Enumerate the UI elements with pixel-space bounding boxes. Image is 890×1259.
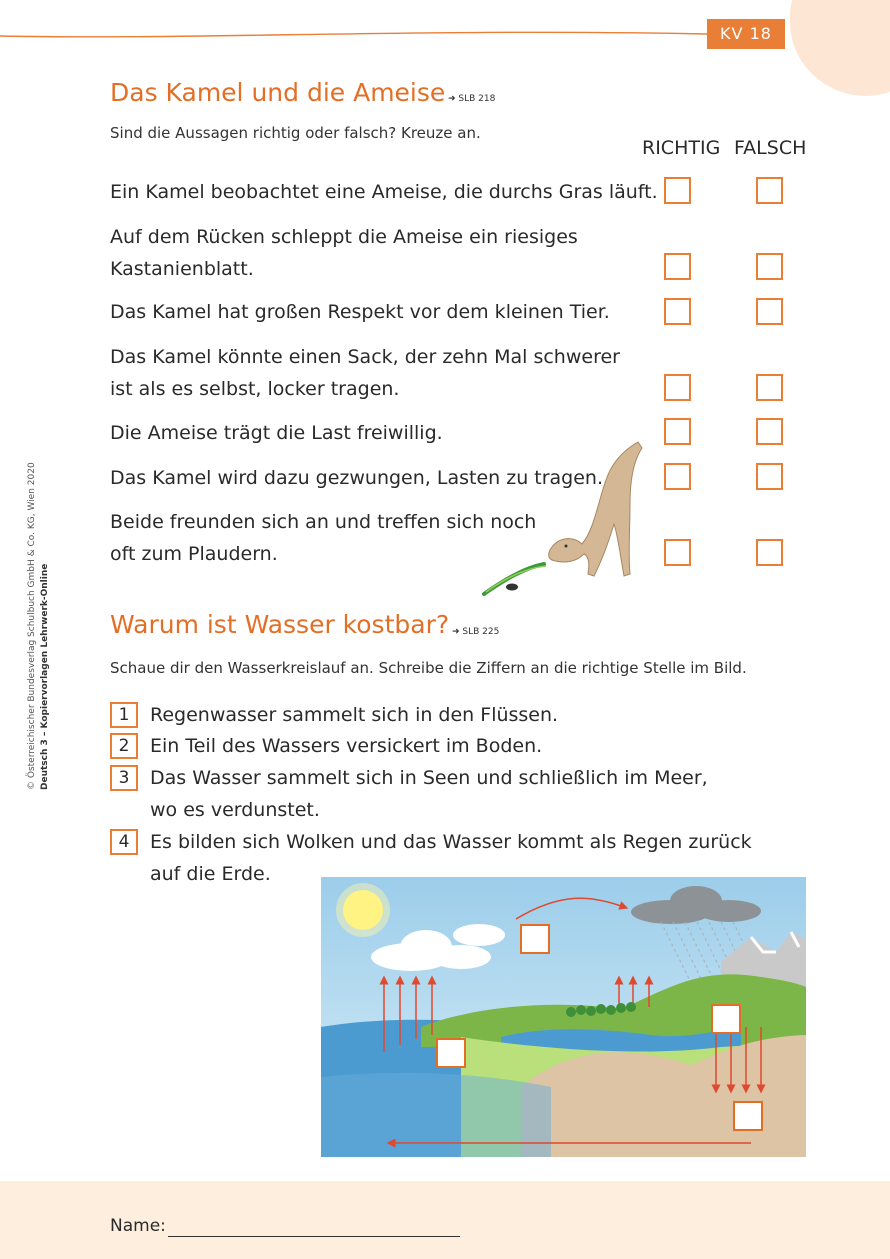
step-1 (150, 699, 770, 731)
step-text: auf die Erde. (150, 863, 271, 885)
section2-instruction: Schaue dir den Wasserkreislauf an. Schreibe die Ziffern an die richtige Stelle im Bild. (110, 659, 747, 677)
step-text: wo es verdunstet. (150, 799, 320, 821)
statement-text: Kastanienblatt. (110, 258, 254, 280)
statement-2 (110, 221, 670, 285)
column-header-falsch: FALSCH (734, 137, 807, 159)
statement-text: Das Kamel wird dazu gezwungen, Lasten zu tragen. (110, 467, 604, 489)
column-header-richtig: RICHTIG (642, 137, 721, 159)
product-text: Deutsch 3 – Kopiervorlagen Lehrwerk-Online (40, 563, 50, 790)
water-cycle-illustration (321, 877, 806, 1157)
step-number-2: 2 (110, 733, 138, 759)
statement-text: Das Kamel könnte einen Sack, der zehn Mal schwerer (110, 346, 620, 368)
answer-box-4 (734, 1102, 762, 1130)
statement-text: Auf dem Rücken schleppt die Ameise ein riesiges (110, 226, 578, 248)
checkbox-falsch-1[interactable] (756, 177, 783, 204)
checkbox-richtig-1[interactable] (664, 177, 691, 204)
checkbox-falsch-5[interactable] (756, 418, 783, 445)
statement-text: ist als es selbst, locker tragen. (110, 378, 400, 400)
checkbox-falsch-3[interactable] (756, 298, 783, 325)
checkbox-falsch-2[interactable] (756, 253, 783, 280)
step-3 (150, 762, 770, 826)
copyright-sidebar (26, 460, 52, 790)
checkbox-richtig-3[interactable] (664, 298, 691, 325)
step-number-4: 4 (110, 829, 138, 855)
checkbox-falsch-4[interactable] (756, 374, 783, 401)
step-text: Regenwasser sammelt sich in den Flüssen. (150, 704, 559, 726)
section2-reference: ➜ SLB 225 (452, 627, 500, 637)
section1-instruction: Sind die Aussagen richtig oder falsch? Kreuze an. (110, 124, 481, 142)
step-text: Das Wasser sammelt sich in Seen und schließlich im Meer, (150, 767, 708, 789)
statement-text: Das Kamel hat großen Respekt vor dem kleinen Tier. (110, 301, 610, 323)
answer-box-3 (712, 1005, 740, 1033)
statement-3 (110, 296, 670, 328)
worksheet-badge: KV 18 (707, 19, 785, 49)
copyright-text: © Österreichischer Bundesverlag Schulbuch GmbH & Co. KG, Wien 2020 (27, 462, 37, 790)
step-text: Ein Teil des Wassers versickert im Boden. (150, 735, 543, 757)
statement-text: Ein Kamel beobachtet eine Ameise, die durchs Gras läuft. (110, 181, 658, 203)
name-input-line[interactable] (168, 1236, 460, 1237)
checkbox-richtig-5[interactable] (664, 418, 691, 445)
statement-text: oft zum Plaudern. (110, 543, 278, 565)
statement-1 (110, 176, 670, 208)
section2-title: Warum ist Wasser kostbar? (110, 610, 450, 639)
answer-box-2 (437, 1039, 465, 1067)
section1-title: Das Kamel und die Ameise (110, 78, 446, 107)
checkbox-falsch-6[interactable] (756, 463, 783, 490)
checkbox-richtig-2[interactable] (664, 253, 691, 280)
statement-text: Beide freunden sich an und treffen sich noch (110, 511, 537, 533)
step-number-1: 1 (110, 702, 138, 728)
name-label: Name: (110, 1216, 166, 1236)
step-2 (150, 730, 770, 762)
statement-4 (110, 341, 670, 405)
step-text: Es bilden sich Wolken und das Wasser kommt als Regen zurück (150, 831, 752, 853)
checkbox-richtig-6[interactable] (664, 463, 691, 490)
checkbox-falsch-7[interactable] (756, 539, 783, 566)
section1-reference: ➜ SLB 218 (448, 94, 496, 104)
step-number-3: 3 (110, 765, 138, 791)
checkbox-richtig-4[interactable] (664, 374, 691, 401)
checkbox-richtig-7[interactable] (664, 539, 691, 566)
answer-box-1 (521, 925, 549, 953)
camel-illustration (478, 440, 646, 602)
statement-text: Die Ameise trägt die Last freiwillig. (110, 422, 443, 444)
